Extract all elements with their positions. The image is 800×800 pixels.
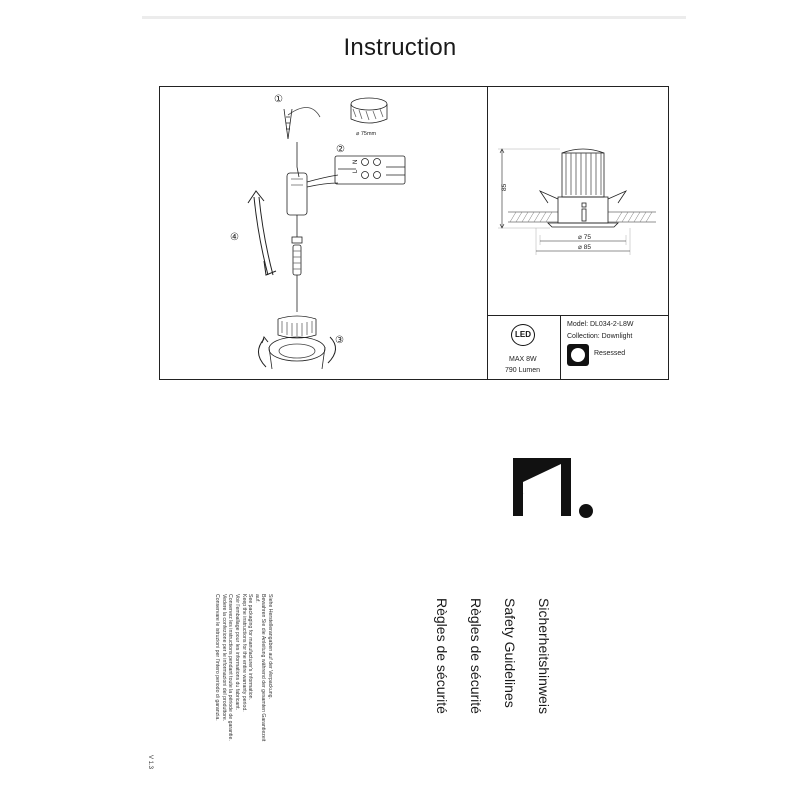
installation-diagram [160,87,486,379]
safety-line: See packaging for manufacturer's information. [247,594,254,700]
max-power: MAX 8W [509,356,537,363]
mount-type: Resessed [594,350,626,357]
lumen-value: 790 Lumen [505,367,541,374]
safety-line: Voir l'emballage pour les informations du fabricant. [234,594,241,711]
step-2-label: ② [336,144,345,155]
cutout-dimension: ⌀ 75 [578,234,591,241]
frame-divider-horizontal [487,315,669,316]
led-icon: LED [511,324,535,346]
safety-line: Conservare le istruzioni per l'intero periodo di garanzia. [214,594,221,721]
version-label: V 1.3 [147,755,153,770]
step-3-label: ③ [335,335,344,346]
height-dimension: 85 [501,183,508,191]
model-number: Model: DL034-2-L8W [567,321,634,328]
wire-label-l: L [353,169,359,173]
safety-line: Conservez les instructions pendant toute la période de garantie. [227,594,234,741]
page-title: Instruction [343,34,457,61]
cutout-label: ⌀ 75mm [356,131,377,137]
diameter-dimension: ⌀ 85 [578,244,591,251]
top-rule [142,16,686,19]
safety-heading-de: Sicherheitshinweis [536,598,552,714]
safety-line: Siehe Herstellerangaben auf der Verpackung. [267,594,273,699]
step-4-label: ④ [230,232,239,243]
collection-name: Collection: Downlight [567,333,633,340]
safety-line: Bewahren Sie die Anleitung während der gesamten Garantiezeit [260,594,267,742]
safety-line: Vedere la confezione per le informazioni del produttore. [220,594,227,722]
dimension-drawing [488,87,668,314]
safety-text [214,594,273,741]
safety-heading-it: Règles de sécurité [434,598,450,714]
safety-heading-fr: Règles de sécurité [468,598,484,714]
step-1-label: ① [274,94,283,105]
recessed-icon [567,344,589,366]
safety-heading-en: Safety Guidelines [502,598,518,708]
safety-line: auf. [253,594,260,603]
brand-logo [513,458,597,522]
safety-line: Keep the instructions for the entire warranty period. [240,594,247,712]
wire-label-n: N [353,159,359,164]
spec-divider [560,315,561,380]
